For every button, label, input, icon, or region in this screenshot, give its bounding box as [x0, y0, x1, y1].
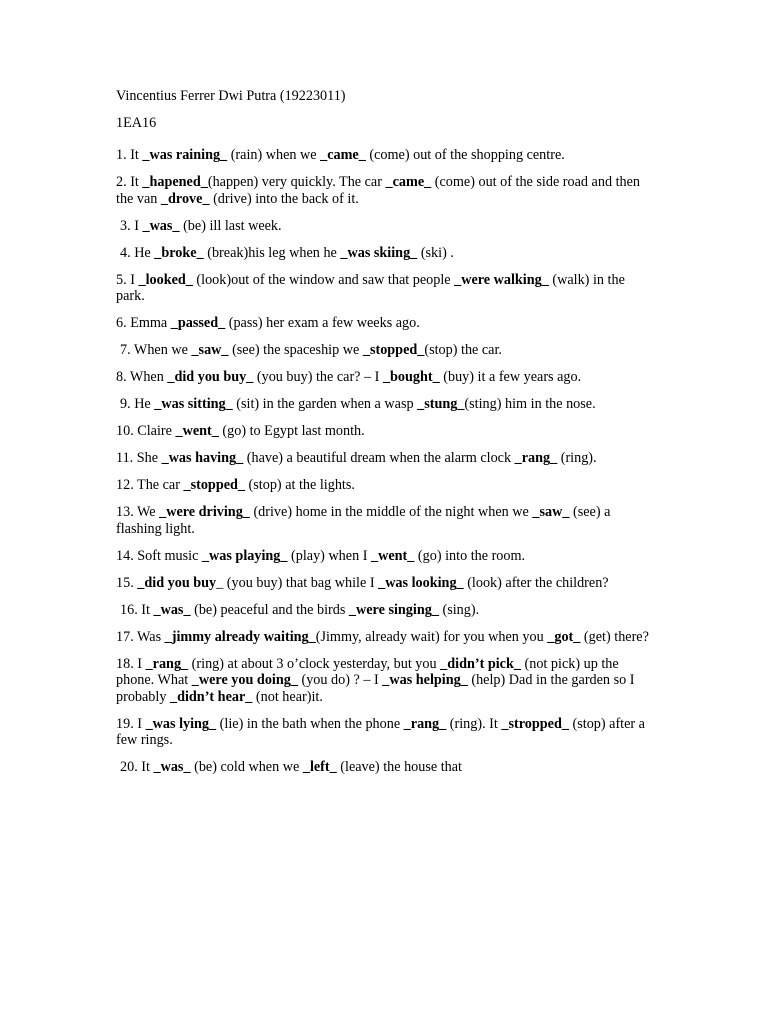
exercise-item [116, 602, 656, 619]
answer-text: _went_ [371, 547, 415, 564]
exercise-item [116, 315, 656, 332]
prompt-text: (lie) in the bath when the phone [216, 715, 404, 732]
answer-text: _rang_ [403, 715, 447, 732]
prompt-text: 2. It [116, 174, 143, 190]
prompt-text: (ring). It [446, 715, 502, 732]
answer-text: _went_ [175, 423, 219, 439]
answer-text: _was_ [153, 759, 191, 775]
student-name: Vincentius Ferrer Dwi Putra (19223011) [116, 88, 346, 104]
prompt-text: (walk) in the park. [116, 271, 625, 304]
answer-text: _was playing_ [201, 547, 288, 564]
prompt-text: 4. He [120, 244, 155, 261]
prompt-text: (drive) into the back of it. [209, 190, 359, 207]
answer-text: _was lying_ [145, 715, 217, 732]
answer-text: _saw_ [191, 342, 229, 358]
exercise-item [116, 272, 656, 305]
answer-text: _looked_ [138, 271, 193, 288]
prompt-text: 7. When we [120, 342, 192, 358]
prompt-text: (look)out of the window and saw that people [192, 271, 455, 288]
answer-text: _passed_ [170, 315, 226, 331]
answer-text: _came_ [320, 147, 366, 163]
answer-text: _bought_ [382, 369, 440, 385]
answer-text: _stopped_ [183, 477, 245, 493]
prompt-text: (leave) the house that [336, 759, 463, 775]
exercise-item [116, 450, 656, 467]
answer-text: _did you buy_ [167, 369, 254, 385]
prompt-text: (drive) home in the middle of the night when we [249, 504, 533, 520]
prompt-text: (look) after the children? [463, 574, 609, 591]
document-body [116, 88, 656, 786]
exercise-item [116, 575, 656, 592]
exercise-item [116, 548, 656, 565]
exercise-item [116, 396, 656, 413]
answer-text: _hapened_ [142, 174, 208, 190]
prompt-text: (come) out of the side road and then the van [116, 174, 641, 207]
prompt-text: (be) peaceful and the birds [190, 601, 349, 618]
prompt-text: 15. [116, 574, 138, 591]
prompt-text: (help) Dad in the garden so I probably [116, 672, 635, 705]
answer-text: _was raining_ [142, 147, 228, 163]
answer-text: _broke_ [154, 244, 204, 261]
prompt-text: (ring) at about 3 o’clock yesterday, but you [188, 655, 441, 672]
answer-text: _saw_ [532, 504, 570, 520]
prompt-text: 1. It [116, 147, 143, 163]
answer-text: _rang_ [145, 655, 189, 672]
prompt-text: (see) the spaceship we [228, 342, 363, 358]
answer-text: _stopped_ [362, 342, 425, 358]
prompt-text: (break)his leg when he [203, 244, 341, 261]
prompt-text: 6. Emma [116, 315, 171, 331]
answer-text: _was sitting_ [154, 396, 233, 412]
prompt-text: (get) there? [580, 628, 649, 645]
exercise-item [116, 477, 656, 494]
prompt-text: (not pick) up the phone. What [116, 655, 619, 688]
prompt-text: (pass) her exam a few weeks ago. [225, 315, 420, 331]
answer-text: _didn’t pick_ [440, 655, 521, 672]
prompt-text: 17. Was [116, 628, 165, 645]
answer-text: _were walking_ [454, 271, 549, 288]
answer-text: _stropped_ [501, 715, 569, 732]
prompt-text: 18. I [116, 655, 146, 672]
answer-text: _did you buy [137, 574, 217, 591]
exercise-item [116, 716, 656, 749]
answer-text: _were singing_ [348, 601, 439, 618]
prompt-text: (go) into the room. [414, 547, 526, 564]
exercise-item [116, 174, 656, 207]
prompt-text: 20. It [120, 759, 154, 775]
exercise-item [116, 759, 656, 776]
prompt-text: 9. He [120, 396, 155, 412]
prompt-text: (happen) very quickly. The car [207, 174, 386, 190]
prompt-text: 5. I [116, 271, 139, 288]
answer-text: _was helping_ [382, 672, 468, 688]
answer-text: _was looking_ [378, 574, 464, 591]
answer-text: _left_ [302, 759, 337, 775]
prompt-text: 16. It [120, 601, 154, 618]
prompt-text: 8. When [116, 369, 168, 385]
answer-text: _drove_ [160, 190, 210, 207]
answer-text: _were you doing_ [191, 672, 298, 688]
exercise-item [116, 369, 656, 386]
prompt-text: (ring). [557, 450, 597, 466]
prompt-text: (stop) the car. [424, 342, 502, 358]
prompt-text: (rain) when we [227, 147, 321, 163]
prompt-text: (sit) in the garden when a wasp [232, 396, 418, 412]
prompt-text: (have) a beautiful dream when the alarm clock [243, 450, 515, 466]
exercise-item [116, 218, 656, 235]
prompt-text: (see) a flashing light. [116, 504, 611, 537]
exercise-item [116, 342, 656, 359]
exercise-item [116, 147, 656, 164]
prompt-text: (sting) him in the nose. [464, 396, 596, 412]
prompt-text: 13. We [116, 504, 160, 520]
answer-text: _didn’t hear_ [169, 688, 253, 705]
prompt-text: (not hear)it. [252, 688, 323, 705]
answer-text: _stung_ [417, 396, 465, 412]
answer-text: _came_ [385, 174, 432, 190]
prompt-text: (buy) it a few years ago. [439, 369, 582, 385]
prompt-text: (Jimmy, already wait) for you when you [315, 628, 548, 645]
prompt-text: 11. She [116, 450, 162, 466]
exercise-item [116, 629, 656, 646]
answer-text: _was having_ [161, 450, 244, 466]
prompt-text: 19. I [116, 715, 146, 732]
prompt-text: 3. I [120, 217, 143, 234]
prompt-text: 14. Soft music [116, 547, 202, 564]
exercise-item [116, 656, 656, 706]
prompt-text: 12. The car [116, 477, 184, 493]
answer-text: _jimmy already waiting_ [164, 628, 316, 645]
answer-text: _was skiing_ [340, 244, 418, 261]
prompt-text: (ski) . [417, 244, 454, 261]
prompt-text: (stop) at the lights. [245, 477, 355, 493]
prompt-text: (sing). [438, 601, 480, 618]
class-code: 1EA16 [116, 114, 157, 131]
prompt-text: (go) to Egypt last month. [218, 423, 365, 439]
prompt-text: (play) when I [287, 547, 371, 564]
answer-text: _was_ [153, 601, 191, 618]
answer-text: _were driving_ [159, 504, 250, 520]
answer-text: _was_ [142, 217, 180, 234]
exercise-item [116, 423, 656, 440]
prompt-text: 10. Claire [116, 423, 176, 439]
prompt-text: (be) ill last week. [179, 217, 282, 234]
answer-text: _rang_ [514, 450, 558, 466]
exercise-list [116, 147, 656, 776]
answer-text: _got_ [547, 628, 581, 645]
prompt-text: (you do) ? – I [297, 672, 383, 688]
exercise-item [116, 504, 656, 537]
exercise-item [116, 245, 656, 262]
prompt-text: _ (you buy) that bag while I [216, 574, 379, 591]
prompt-text: (be) cold when we [190, 759, 303, 775]
prompt-text: (come) out of the shopping centre. [365, 147, 565, 163]
prompt-text: (you buy) the car? – I [253, 369, 383, 385]
prompt-text: (stop) after a few rings. [116, 715, 645, 748]
